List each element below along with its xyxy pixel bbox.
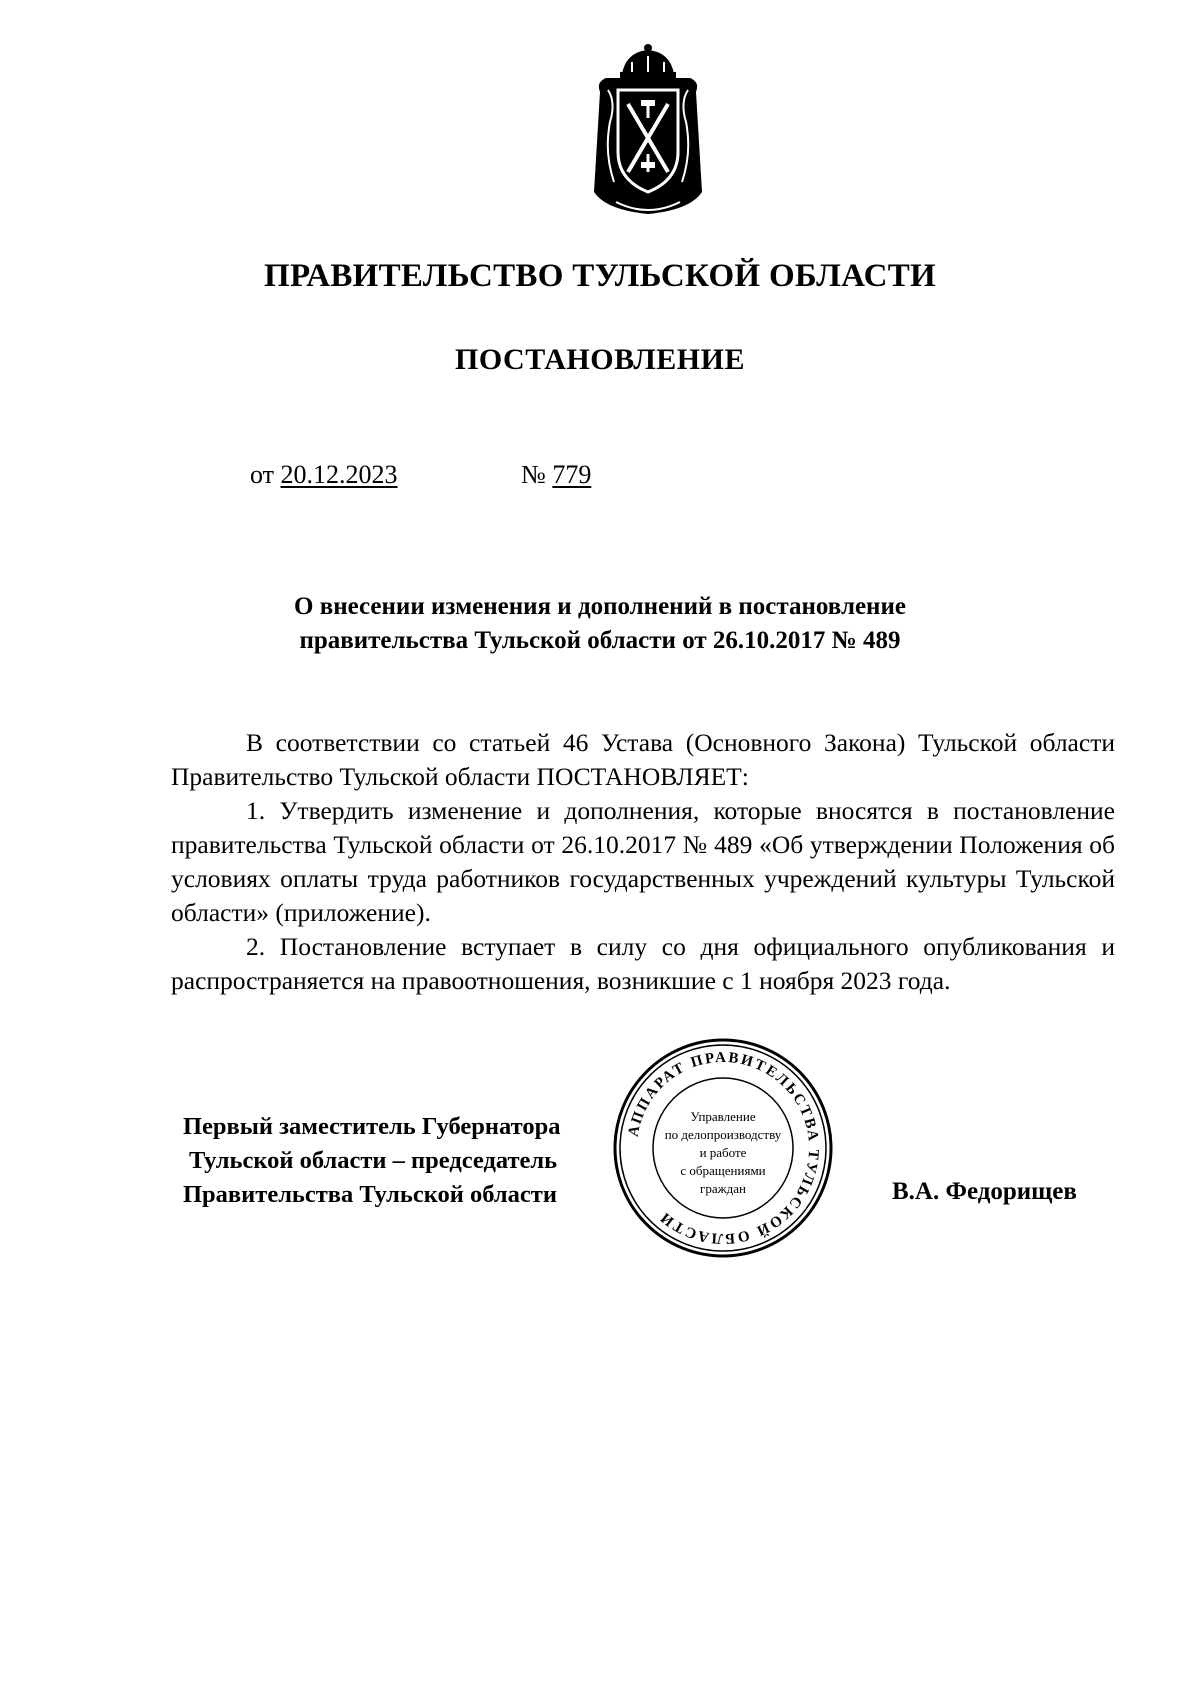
seal-inner-line-4: с обращениями [680, 1163, 766, 1178]
official-seal-stamp [612, 1037, 834, 1259]
date-value: 20.12.2023 [280, 460, 398, 489]
number-prefix: № [521, 460, 546, 489]
date-prefix: от [250, 460, 275, 489]
coat-of-arms-emblem [586, 42, 710, 220]
document-type-heading: ПОСТАНОВЛЕНИЕ [455, 343, 745, 376]
seal-inner-line-1: Управление [690, 1109, 756, 1124]
seal-inner-line-3: и работе [699, 1145, 747, 1160]
subject-line-1: О внесении изменения и дополнений в постановление [294, 593, 906, 620]
number-value: 779 [552, 460, 592, 489]
seal-outer-text: АППАРАТ ПРАВИТЕЛЬСТВА ТУЛЬСКОЙ ОБЛАСТИ [625, 1049, 822, 1247]
subject-line-2: правительства Тульской области от 26.10.2017 № 489 [299, 627, 901, 654]
document-body [171, 726, 1115, 998]
signatory-line-2: Тульской области – председатель [189, 1147, 558, 1174]
document-date [250, 460, 398, 490]
signatory-name: В.А. Федорищев [892, 1178, 1077, 1205]
document-subject [0, 590, 1200, 658]
seal-inner-line-5: граждан [700, 1181, 746, 1196]
signatory-line-3: Правительства Тульской области [183, 1181, 557, 1208]
seal-inner-line-2: по делопроизводству [664, 1127, 782, 1142]
government-title: ПРАВИТЕЛЬСТВО ТУЛЬСКОЙ ОБЛАСТИ [264, 258, 936, 294]
signatory-position [183, 1110, 560, 1212]
signatory-line-1: Первый заместитель Губернатора [183, 1113, 561, 1140]
body-paragraph-item-1: 1. Утвердить изменение и дополнения, которые вносятся в постановление правительства Тульской области от 26.10.2017 № 489 «Об утверждении Положения об условиях оплаты труда работников государственных учреждений культуры Тульской области» (приложение). [171, 796, 1115, 927]
document-number [521, 460, 591, 490]
body-paragraph-item-2: 2. Постановление вступает в силу со дня официального опубликования и распространяется на правоотношения, возникшие с 1 ноября 2023 года. [171, 932, 1115, 995]
body-paragraph-preamble: В соответствии со статьей 46 Устава (Основного Закона) Тульской области Правительство Тульской области ПОСТАНОВЛЯЕТ: [171, 728, 1115, 791]
